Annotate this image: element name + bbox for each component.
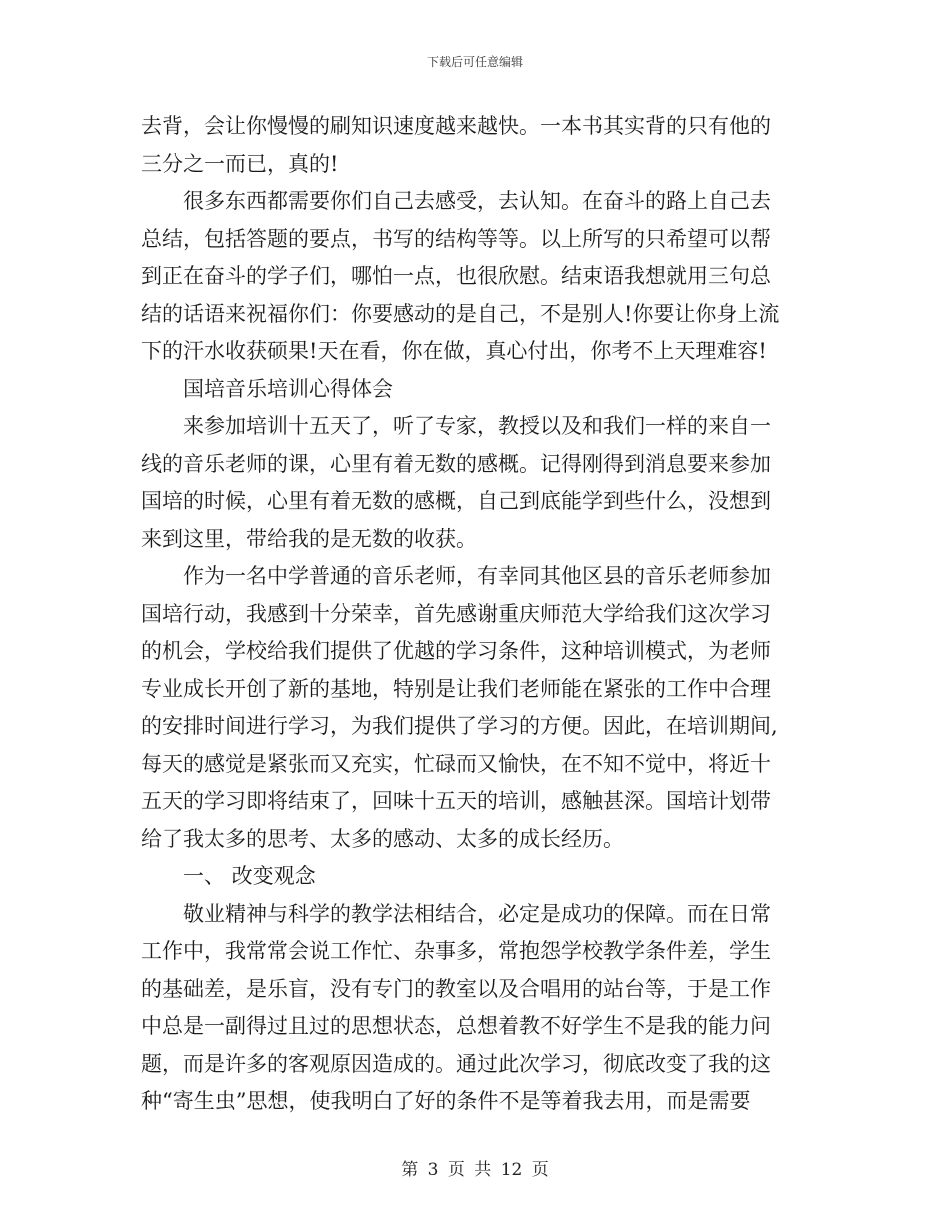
page-header-note: 下载后可任意编辑	[426, 55, 523, 69]
text-line: 国培的时候，心里有着无数的感概，自己到底能学到些什么，没想到	[141, 489, 771, 513]
text-line: 的基础差，是乐盲，没有专门的教室以及合唱用的站台等，于是工作	[141, 976, 771, 1001]
text-line: 种“寄生虫”思想，使我明白了好的条件不是等着我去用，而是需要	[141, 1089, 751, 1113]
text-line: 敬业精神与科学的教学法相结合，必定是成功的保障。而在日常	[183, 901, 771, 926]
text-line: 题，而是许多的客观原因造成的。通过此次学习，彻底改变了我的这	[141, 1051, 771, 1076]
text-line: 作为一名中学普通的音乐老师，有幸同其他区县的音乐老师参加	[183, 564, 771, 588]
text-line: 总结，包括答题的要点，书写的结构等等。以上所写的只希望可以帮	[141, 226, 771, 251]
text-line: 国培音乐培训心得体会	[183, 376, 393, 401]
text-line: 国培行动，我感到十分荣幸，首先感谢重庆师范大学给我们这次学习	[141, 601, 771, 626]
text-line: 一、 改变观念	[183, 864, 316, 888]
text-line: 五天的学习即将结束了，回味十五天的培训，感触甚深。国培计划带	[141, 789, 771, 813]
text-line: 专业成长开创了新的基地，特别是让我们老师能在紧张的工作中合理	[141, 676, 771, 701]
text-line: 很多东西都需要你们自己去感受，去认知。在奋斗的路上自己去	[183, 189, 771, 213]
text-line: 结的话语来祝福你们：你要感动的是自己，不是别人!你要让你身上流	[141, 301, 780, 326]
text-line: 下的汗水收获硕果!天在看，你在做，真心付出，你考不上天理难容!	[141, 339, 767, 363]
text-line: 的机会，学校给我们提供了优越的学习条件，这种培训模式，为老师	[141, 639, 771, 663]
text-line: 的安排时间进行学习，为我们提供了学习的方便。因此，在培训期间,	[141, 714, 778, 738]
text-line: 工作中，我常常会说工作忙、杂事多，常抱怨学校教学条件差，学生	[141, 939, 771, 963]
page-number-footer: 第 3 页 共 12 页	[401, 1160, 549, 1180]
text-line: 来到这里，带给我的是无数的收获。	[141, 526, 477, 551]
text-line: 给了我太多的思考、太多的感动、太多的成长经历。	[141, 826, 624, 851]
text-line: 每天的感觉是紧张而又充实，忙碌而又愉快，在不知不觉中，将近十	[141, 751, 771, 776]
text-line: 线的音乐老师的课，心里有着无数的感概。记得刚得到消息要来参加	[141, 451, 771, 476]
document-body	[141, 108, 813, 1121]
text-line: 来参加培训十五天了，听了专家，教授以及和我们一样的来自一	[183, 414, 771, 438]
text-line: 中总是一副得过且过的思想状态，总想着教不好学生不是我的能力问	[141, 1014, 771, 1038]
text-line: 三分之一而已，真的!	[141, 151, 339, 176]
text-line: 去背，会让你慢慢的刷知识速度越来越快。一本书其实背的只有他的	[141, 114, 771, 138]
text-line: 到正在奋斗的学子们，哪怕一点，也很欣慰。结束语我想就用三句总	[141, 264, 771, 288]
